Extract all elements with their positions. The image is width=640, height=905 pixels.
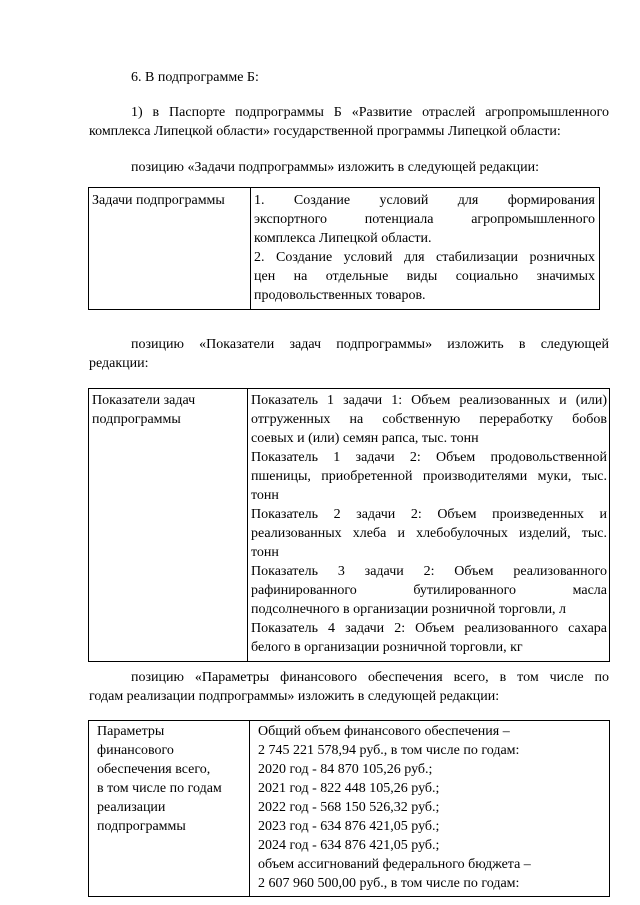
finance-line-8: объем ассигнований федерального бюджета – [258,857,531,872]
task-2-line-1: 2. Создание условий для стабилизации розничных [254,250,595,265]
indicator-1-line-2: отгруженных на собственную переработку бобов [251,412,607,427]
finance-label-line-1: Параметры [97,724,165,739]
tasks-content-cell [251,188,600,310]
task-1-line-3: комплекса Липецкой области. [254,231,432,246]
finance-label-line-6: подпрограммы [97,819,186,834]
finance-content-cell [250,721,610,897]
indicators-label-line-1: Показатели задач [92,393,196,408]
indicators-label-cell [89,389,248,662]
task-1-line-2: экспортного потенциала агропромышленного [254,212,595,227]
indicator-2-line-2: пшеницы, приобретенной производителями муки, тыс. [251,469,607,484]
intro-indicators-line-2: редакции: [89,356,149,371]
tasks-label: Задачи подпрограммы [92,193,225,208]
finance-label-line-2: финансового [97,743,174,758]
finance-line-4: 2021 год - 822 448 105,26 руб.; [258,781,440,796]
indicator-3-line-1: Показатель 2 задачи 2: Объем произведенных и [251,507,607,522]
finance-table [88,720,610,897]
paragraph-line-2: комплекса Липецкой области» государственной программы Липецкой области: [89,124,561,139]
indicator-1-line-1: Показатель 1 задачи 1: Объем реализованных и (или) [251,393,607,408]
intro-tasks: позицию «Задачи подпрограммы» изложить в следующей редакции: [131,160,540,175]
intro-finance-line-1: позицию «Параметры финансового обеспечения всего, в том числе по [131,670,609,685]
intro-finance-line-2: годам реализации подпрограммы» изложить в следующей редакции: [89,689,500,704]
finance-line-2: 2 745 221 578,94 руб., в том числе по годам: [258,743,520,758]
indicators-table [88,388,610,662]
tasks-table [88,187,600,310]
indicator-4-line-2: рафинированного бутилированного масла [251,583,607,598]
finance-line-1: Общий объем финансового обеспечения – [258,724,510,739]
finance-label-line-5: реализации [97,800,166,815]
indicators-content-cell [248,389,610,662]
tasks-label-cell [89,188,251,310]
paragraph-line-1: 1) в Паспорте подпрограммы Б «Развитие отраслей агропромышленного [131,105,609,120]
task-2-line-2: цен на отдельные виды социально значимых [254,269,595,284]
finance-label-cell [89,721,250,897]
indicator-3-line-2: реализованных хлеба и хлебобулочных изделий, тыс. [251,526,607,541]
indicator-4-line-3: подсолнечного в организации розничной торговли, л [251,602,567,617]
finance-line-5: 2022 год - 568 150 526,32 руб.; [258,800,440,815]
indicator-3-line-3: тонн [251,545,279,560]
finance-line-3: 2020 год - 84 870 105,26 руб.; [258,762,433,777]
finance-line-6: 2023 год - 634 876 421,05 руб.; [258,819,440,834]
indicator-2-line-1: Показатель 1 задачи 2: Объем продовольственной [251,450,607,465]
intro-indicators-line-1: позицию «Показатели задач подпрограммы» изложить в следующей [131,337,609,352]
indicator-4-line-1: Показатель 3 задачи 2: Объем реализованного [251,564,607,579]
indicators-label-line-2: подпрограммы [92,412,181,427]
indicator-1-line-3: соевых и (или) семян рапса, тыс. тонн [251,431,479,446]
finance-label-line-4: в том числе по годам [97,781,222,796]
finance-line-9: 2 607 960 500,00 руб., в том числе по годам: [258,876,520,891]
finance-label-line-3: обеспечения всего, [97,762,211,777]
task-1-line-1: 1. Создание условий для формирования [254,193,595,208]
section-heading: 6. В подпрограмме Б: [131,70,259,85]
indicator-2-line-3: тонн [251,488,279,503]
indicator-5-line-1: Показатель 4 задачи 2: Объем реализованного сахара [251,621,607,636]
indicator-5-line-2: белого в организации розничной торговли, кг [251,640,523,655]
task-2-line-3: продовольственных товаров. [254,288,426,303]
finance-line-7: 2024 год - 634 876 421,05 руб.; [258,838,440,853]
